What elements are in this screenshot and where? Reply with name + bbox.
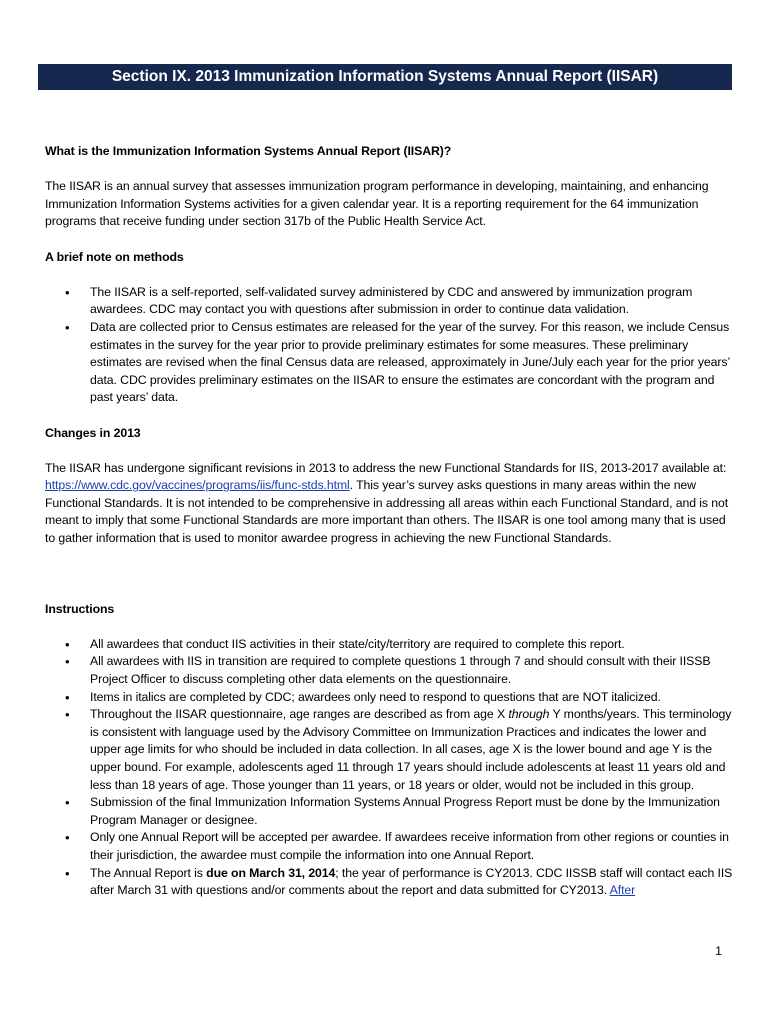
changes-text-start: The IISAR has undergone significant revisions in 2013 to address the new Functional Standards for IIS, 2013-2017 available at: bbox=[45, 460, 727, 475]
through-italic: through bbox=[508, 707, 550, 722]
methods-bullet: • Data are collected prior to Census estimates are released for the year of the survey. For this reason, we include Census estimates in the survey for the year prior to provide preliminary estimates for some measures. These preliminary estimates are revised when the final Census data are released, approximately in June/July each year for the prior years’ data. CDC provides preliminary estimates on the IISAR to ensure the estimates are concordant with the program and past years’ data. bbox=[45, 319, 733, 407]
what-is-paragraph: The IISAR is an annual survey that assesses immunization program performance in developing, maintaining, and enhancing Immunization Information Systems activities for a given calendar year. It is a reporting requirement for the 64 immunization programs that receive funding under section 317b of the Public Health Service Act. bbox=[45, 179, 709, 229]
age-range-text-start: Throughout the IISAR questionnaire, age ranges are described as from age X bbox=[90, 707, 509, 722]
instructions-heading: Instructions bbox=[45, 601, 115, 616]
document-body bbox=[45, 143, 733, 900]
instructions-bullet: • Items in italics are completed by CDC; awardees only need to respond to questions that are NOT italicized. bbox=[45, 689, 733, 707]
due-date-text-end: ; the year of performance is CY2013. CDC IISSB staff will contact each IIS after March 31 with questions and/or comments about the report and data submitted for CY2013. bbox=[90, 865, 733, 898]
changes-text-end: . This year’s survey asks questions in many areas within the new Functional Standards. It is not intended to be comprehensive in addressing all areas within each Functional Standard, and is not meant to imply that some Functional Standards are more important than others. The IISAR is one tool among many that is used to gather information that is used to monitor awardee progress in achieving the new Functional Standards. bbox=[45, 478, 729, 546]
age-range-text-end: Y months/years. This terminology is consistent with language used by the Advisory Committee on Immunization Practices and indicates the lower and upper age limits for who should be included in data collection. In all cases, age X is the lower bound and age Y is the upper bound. For example, adolescents aged 11 through 17 years should include adolescents at least 11 years old and less than 18 years of age. Those younger than 11 years, or 18 years or older, would not be included in this group. bbox=[90, 707, 732, 792]
what-is-heading: What is the Immunization Information Systems Annual Report (IISAR)? bbox=[45, 144, 452, 158]
changes-heading: Changes in 2013 bbox=[45, 425, 141, 440]
methods-list bbox=[45, 284, 733, 407]
instructions-bullet: • All awardees with IIS in transition are required to complete questions 1 through 7 and should consult with their IISSB Project Officer to discuss completing other data elements on the questionnaire. bbox=[45, 653, 733, 688]
instructions-bullet: • Submission of the final Immunization Information Systems Annual Progress Report must be done by the Immunization Program Manager or designee. bbox=[45, 794, 733, 829]
instructions-bullet bbox=[45, 865, 733, 900]
page-number: 1 bbox=[715, 944, 722, 958]
instructions-bullet: • All awardees that conduct IIS activities in their state/city/territory are required to complete this report. bbox=[45, 636, 733, 654]
due-date-text-start: The Annual Report is bbox=[90, 865, 207, 880]
changes-paragraph bbox=[45, 460, 733, 548]
instructions-bullet: • Only one Annual Report will be accepted per awardee. If awardees receive information from other regions or counties in their jurisdiction, the awardee must compile the information into one Annual Report. bbox=[45, 829, 733, 864]
due-date-bold: due on March 31, 2014 bbox=[206, 865, 336, 880]
instructions-bullet bbox=[45, 706, 733, 794]
methods-bullet: • The IISAR is a self-reported, self-validated survey administered by CDC and answered by immunization program awardees. CDC may contact you with questions after submission in order to continue data validation. bbox=[45, 284, 733, 319]
section-title-banner: Section IX. 2013 Immunization Information Systems Annual Report (IISAR) bbox=[38, 64, 732, 90]
methods-heading: A brief note on methods bbox=[45, 249, 184, 264]
after-link[interactable]: After bbox=[609, 883, 636, 898]
instructions-list bbox=[45, 636, 733, 900]
functional-standards-link[interactable]: https://www.cdc.gov/vaccines/programs/iis/func-stds.html bbox=[45, 478, 350, 493]
